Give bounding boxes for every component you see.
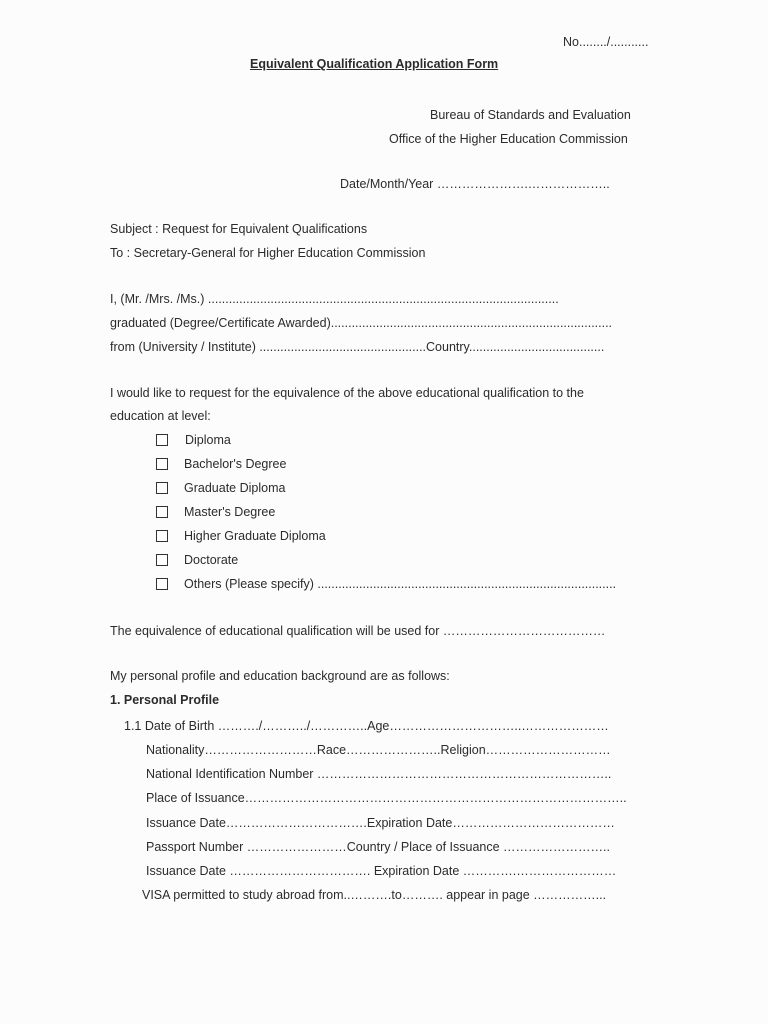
profile-intro: My personal profile and education background are as follows:: [110, 669, 450, 683]
applicant-name-line: I, (Mr. /Mrs. /Ms.) .....................................................................................................: [110, 292, 559, 306]
higher-graduate-diploma-checkbox[interactable]: [156, 530, 168, 542]
place-of-issuance-line: Place of Issuance………………………………………………………………………………..: [146, 791, 627, 805]
level-label: Doctorate: [184, 553, 239, 567]
office-name: Office of the Higher Education Commission: [389, 132, 628, 146]
doctorate-checkbox[interactable]: [156, 554, 168, 566]
recipient-line: To : Secretary-General for Higher Education Commission: [110, 246, 426, 260]
date-of-birth-line: 1.1 Date of Birth ………./………../…………..Age…………………………..…………………: [124, 719, 609, 733]
issuance-date-line: Issuance Date…………………………….Expiration Date…………………………………: [146, 816, 615, 830]
bureau-name: Bureau of Standards and Evaluation: [430, 108, 631, 122]
level-label: Diploma: [185, 433, 231, 447]
level-label: Higher Graduate Diploma: [184, 529, 326, 543]
level-label: Master's Degree: [184, 505, 276, 519]
master-checkbox[interactable]: [156, 506, 168, 518]
usage-line: The equivalence of educational qualification will be used for …………………………………: [110, 624, 606, 638]
nationality-line: Nationality………………………Race…………………..Religion…………………………: [146, 743, 611, 757]
passport-issuance-date-line: Issuance Date ……………………………. Expiration Date ………….……………………: [146, 864, 617, 878]
institution-line: from (University / Institute) ................................................Country.......................................: [110, 340, 605, 354]
subject-line: Subject : Request for Equivalent Qualifications: [110, 222, 368, 236]
passport-line: Passport Number ……………………Country / Place of Issuance ……………………..: [146, 840, 611, 854]
level-label: Bachelor's Degree: [184, 457, 287, 471]
level-label: Others (Please specify) ......................................................................................: [184, 577, 617, 591]
others-checkbox[interactable]: [156, 578, 168, 590]
visa-line: VISA permitted to study abroad from..……….to………. appear in page ……………...: [142, 888, 607, 902]
national-id-line: National Identification Number ……………………………………………………………..: [146, 767, 612, 781]
request-line-2: education at level:: [110, 409, 211, 423]
graduate-diploma-checkbox[interactable]: [156, 482, 168, 494]
bachelor-checkbox[interactable]: [156, 458, 168, 470]
graduated-line: graduated (Degree/Certificate Awarded).................................................................................: [110, 316, 613, 330]
diploma-checkbox[interactable]: [156, 434, 168, 446]
number-line: No......../...........: [563, 35, 649, 49]
form-title: Equivalent Qualification Application Form: [250, 57, 499, 71]
level-label: Graduate Diploma: [184, 481, 286, 495]
personal-profile-heading: 1. Personal Profile: [110, 693, 220, 707]
date-line: Date/Month/Year ………………….………………..: [340, 177, 610, 191]
request-line-1: I would like to request for the equivalence of the above educational qualification to the: [110, 386, 584, 400]
